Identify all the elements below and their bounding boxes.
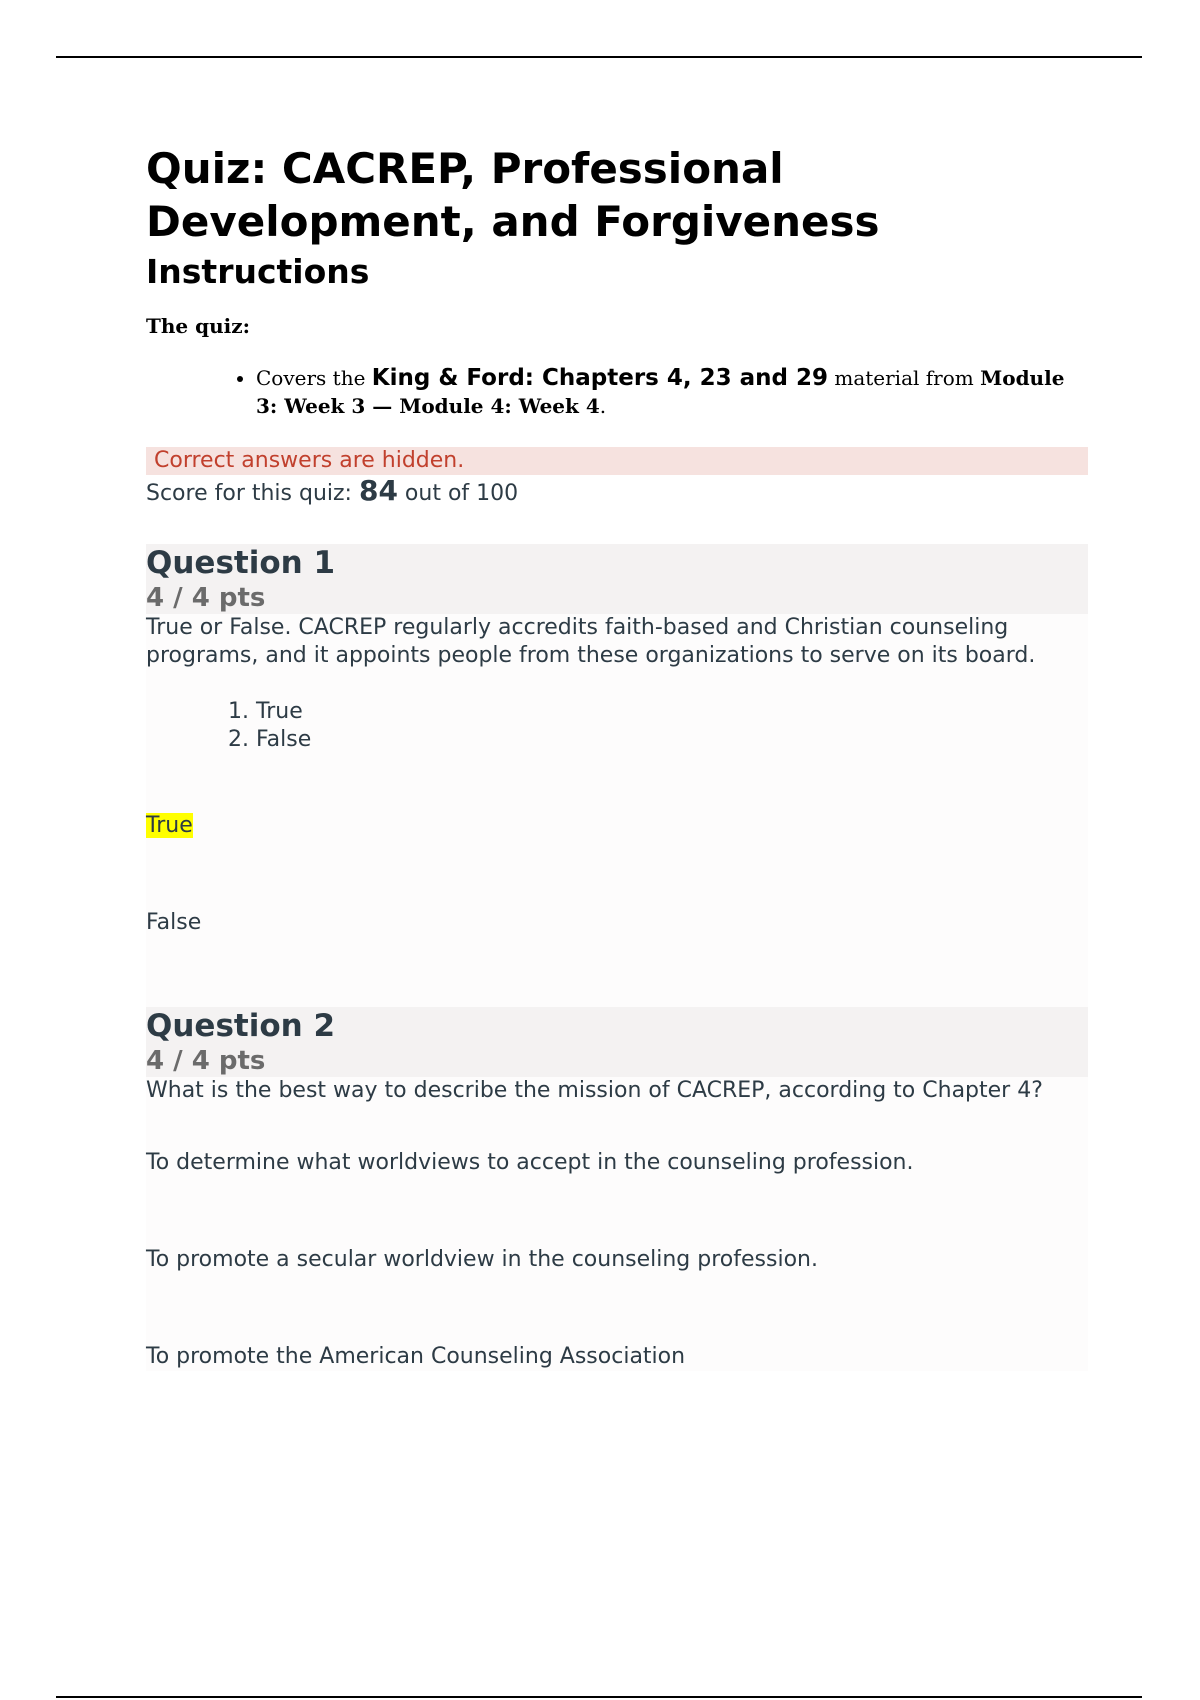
question-1-header	[146, 544, 1088, 614]
score-suffix: out of 100	[397, 481, 519, 506]
covers-middle: material from	[828, 366, 981, 390]
covers-item	[256, 364, 1088, 420]
answer-true-selected[interactable]: True	[146, 813, 193, 838]
score-prefix: Score for this quiz:	[146, 481, 359, 506]
covers-list	[146, 364, 1088, 420]
option-item: 2. False	[256, 726, 1088, 754]
quiz-intro-label: The quiz:	[146, 314, 250, 338]
answer-row[interactable]	[146, 1343, 1088, 1371]
top-rule	[56, 56, 1142, 58]
question-2	[146, 1007, 1088, 1371]
option-item: 1. True	[256, 698, 1088, 726]
question-1-points: 4 / 4 pts	[146, 583, 266, 613]
quiz-title: Quiz: CACREP, Professional Development, and Forgiveness	[146, 144, 880, 246]
answer-false[interactable]: False	[146, 910, 202, 935]
instructions-heading: Instructions	[146, 252, 370, 291]
question-1-title: Question 1	[146, 545, 336, 581]
answer-row[interactable]	[146, 909, 1088, 937]
covers-suffix: .	[599, 394, 607, 418]
quiz-score	[146, 475, 1088, 510]
correct-answers-hidden-notice: Correct answers are hidden.	[146, 447, 1088, 475]
answer-option[interactable]: To promote the American Counseling Association	[146, 1344, 686, 1369]
question-2-text: What is the best way to describe the mission of CACREP, according to Chapter 4?	[146, 1078, 1043, 1103]
covers-prefix: Covers the	[256, 366, 372, 390]
quiz-content	[146, 142, 1088, 1371]
answer-row[interactable]	[146, 1149, 1088, 1177]
question-1-options	[146, 698, 1088, 754]
question-2-title: Question 2	[146, 1008, 336, 1044]
answer-row[interactable]	[146, 812, 1088, 840]
question-1-text: True or False. CACREP regularly accredits faith-based and Christian counseling programs, and it appoints people from these organizations to serve on its board.	[146, 615, 1036, 668]
covers-range: Module 3: Week 3 — Module 4: Week 4	[256, 366, 1065, 418]
answer-option[interactable]: To promote a secular worldview in the counseling profession.	[146, 1247, 818, 1272]
answer-row[interactable]	[146, 1246, 1088, 1274]
covers-source: King & Ford: Chapters 4, 23 and 29	[371, 365, 828, 391]
bottom-rule	[56, 1696, 1142, 1698]
answer-option[interactable]: To determine what worldviews to accept in the counseling profession.	[146, 1150, 914, 1175]
question-1	[146, 544, 1088, 1007]
question-2-points: 4 / 4 pts	[146, 1046, 266, 1076]
question-2-header	[146, 1007, 1088, 1077]
score-value: 84	[358, 474, 398, 507]
